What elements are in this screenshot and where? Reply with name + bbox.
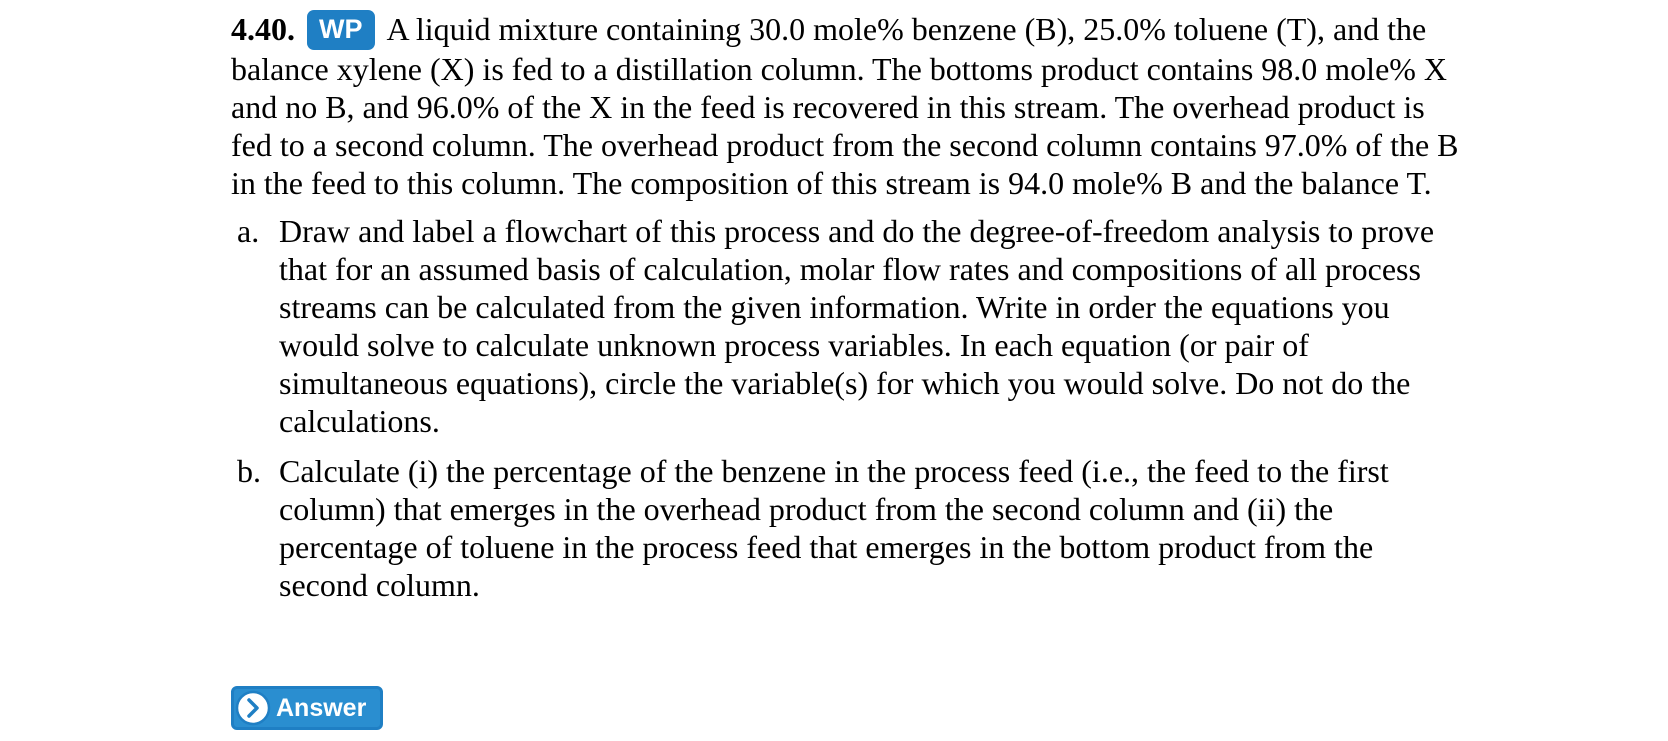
problem-number: 4.40. [231,11,295,47]
problem-stem-text: A liquid mixture containing 30.0 mole% benzene (B), 25.0% toluene (T), and the balance xylene (X) is fed to a distillation column. The bottoms product contains 98.0 mole% X and no B, and 96.0% of the X in the feed is recovered in this stream. The overhead product is fed to a second column. The overhead product from the second column contains 97.0% of the B in the feed to this column. The composition of this stream is 94.0 mole% B and the balance T. [231,11,1459,201]
problem-block [231,10,1461,616]
part-letter: b. [237,453,261,489]
part-text: Calculate (i) the percentage of the benzene in the process feed (i.e., the feed to the first column) that emerges in the overhead product from the second column and (ii) the percentage of toluene in the process feed that emerges in the bottom product from the second column. [279,453,1389,603]
problem-part-b [231,452,1461,604]
answer-button-label: Answer [276,693,367,722]
problem-part-a [231,212,1461,440]
chevron-right-circle-icon [234,689,272,727]
problem-parts-list [231,212,1461,604]
part-letter: a. [237,213,260,249]
answer-button[interactable] [231,686,383,730]
part-text: Draw and label a flowchart of this process and do the degree-of-freedom analysis to prove that for an assumed basis of calculation, molar flow rates and compositions of all process streams can be calculated from the given information. Write in order the equations you would solve to calculate unknown process variables. In each equation (or pair of simultaneous equations), circle the variable(s) for which you would solve. Do not do the calculations. [279,213,1435,439]
problem-stem [231,10,1461,202]
wp-badge[interactable]: WP [307,10,375,50]
